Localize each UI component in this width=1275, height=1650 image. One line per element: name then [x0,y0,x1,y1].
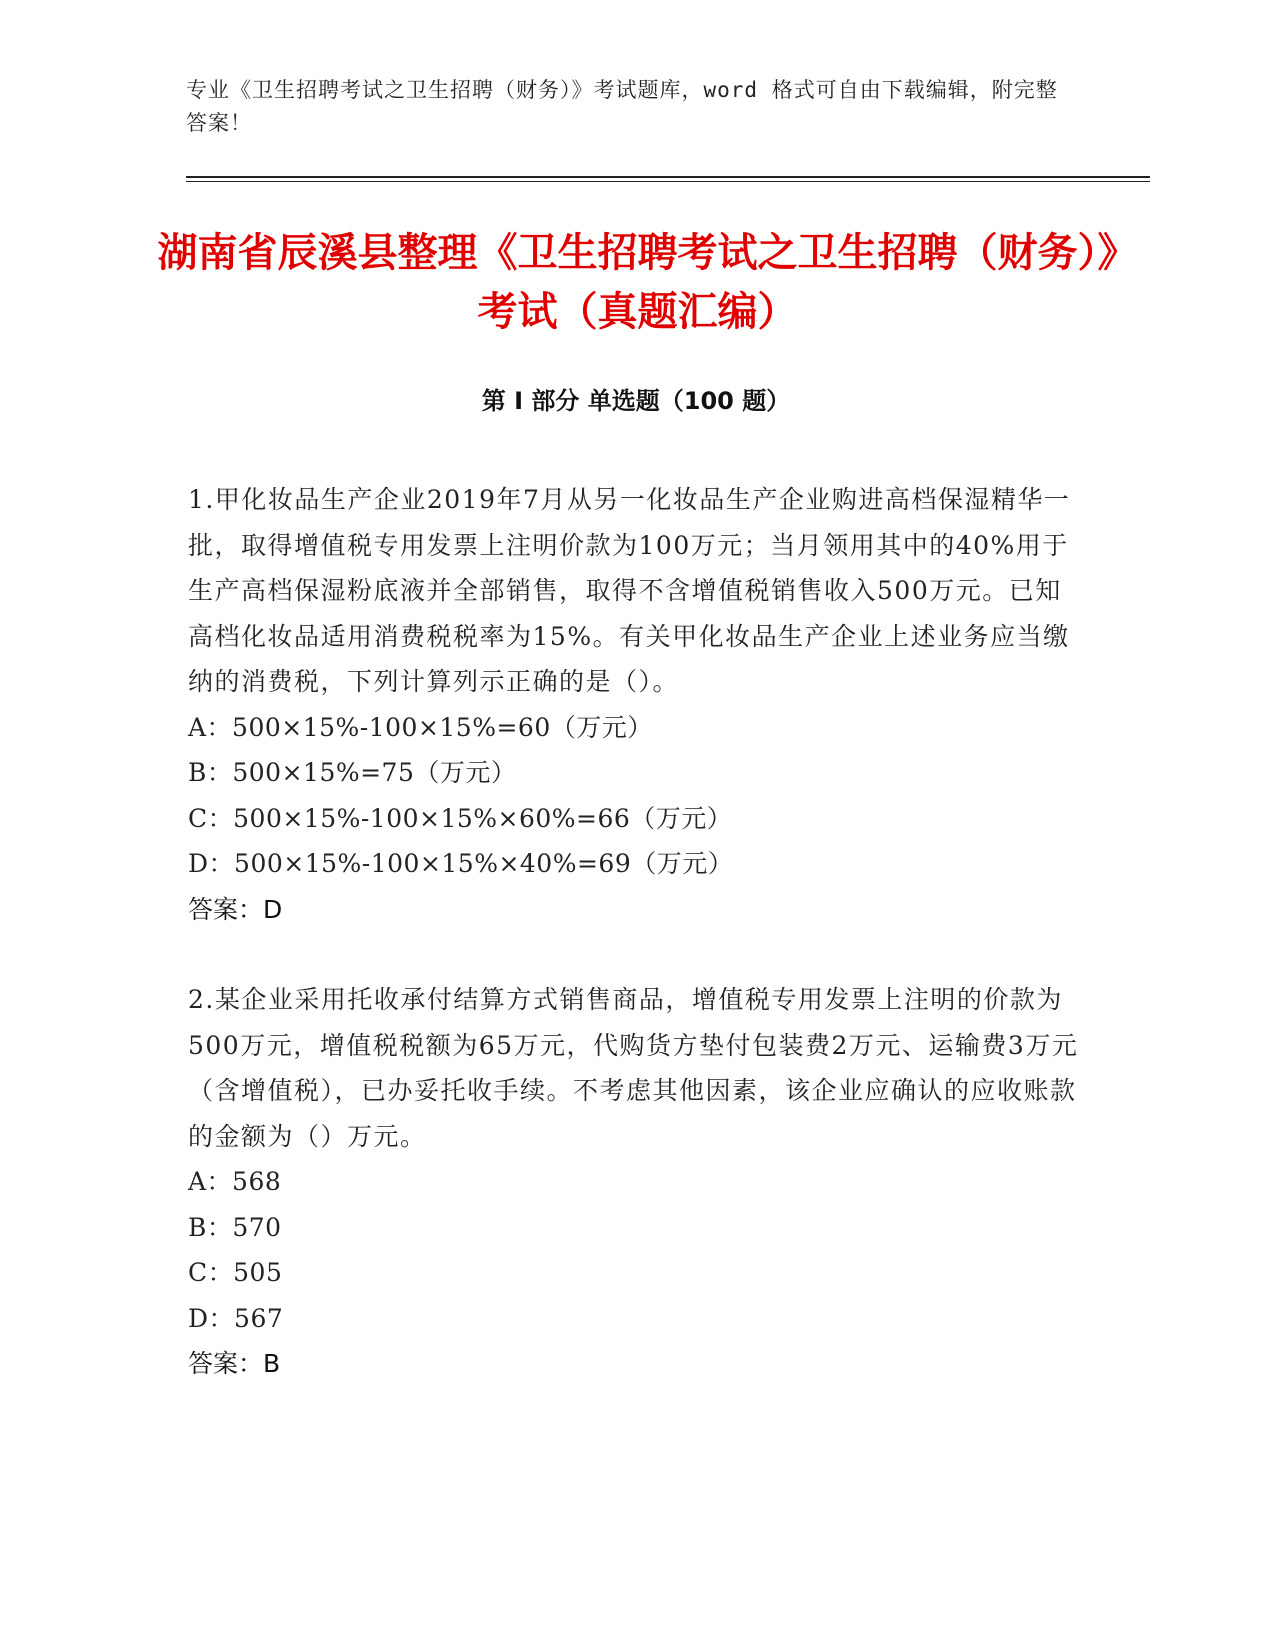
question-2 [188,977,1088,1387]
option-d: D：500×15%-100×15%×40%=69（万元） [188,849,734,878]
section-heading: 第 I 部分 单选题（100 题） [481,387,791,415]
answer: 答案：D [188,894,283,924]
header-divider-thick [186,176,1150,178]
question-stem: 1.甲化妆品生产企业2019年7月从另一化妆品生产企业购进高档保湿精华一批，取得增值税专用发票上注明价款为100万元；当月领用其中的40%用于生产高档保湿粉底液并全部销售，取得不含增值税销售收入500万元。已知高档化妆品适用消费税税率为15%。有关甲化妆品生产企业上述业务应当缴纳的消费税，下列计算列示正确的是（）。 [188,485,1071,696]
option-a: A：568 [188,1167,282,1196]
header-divider-thin [186,181,1150,182]
answer: 答案：B [188,1349,281,1378]
question-stem: 2.某企业采用托收承付结算方式销售商品，增值税专用发票上注明的价款为500万元，增值税税额为65万元，代购货方垫付包装费2万元、运输费3万元（含增值税），已办妥托收手续。不考虑其他因素，该企业应确认的应收账款的金额为（）万元。 [188,985,1079,1151]
document-title: 湖南省辰溪县整理《卫生招聘考试之卫生招聘（财务）》考试（真题汇编） [157,230,1118,335]
option-c: C：500×15%-100×15%×60%=66（万元） [188,803,733,833]
option-a: A：500×15%-100×15%=60（万元） [188,712,653,742]
option-c: C：505 [188,1258,283,1287]
header-note: 专业《卫生招聘考试之卫生招聘（财务）》考试题库，word 格式可自由下载编辑，附完整答案！ [186,78,1058,135]
question-1 [188,477,1088,932]
option-d: D：567 [188,1303,284,1333]
option-b: B：570 [188,1212,282,1242]
option-b: B：500×15%=75（万元） [188,758,517,787]
